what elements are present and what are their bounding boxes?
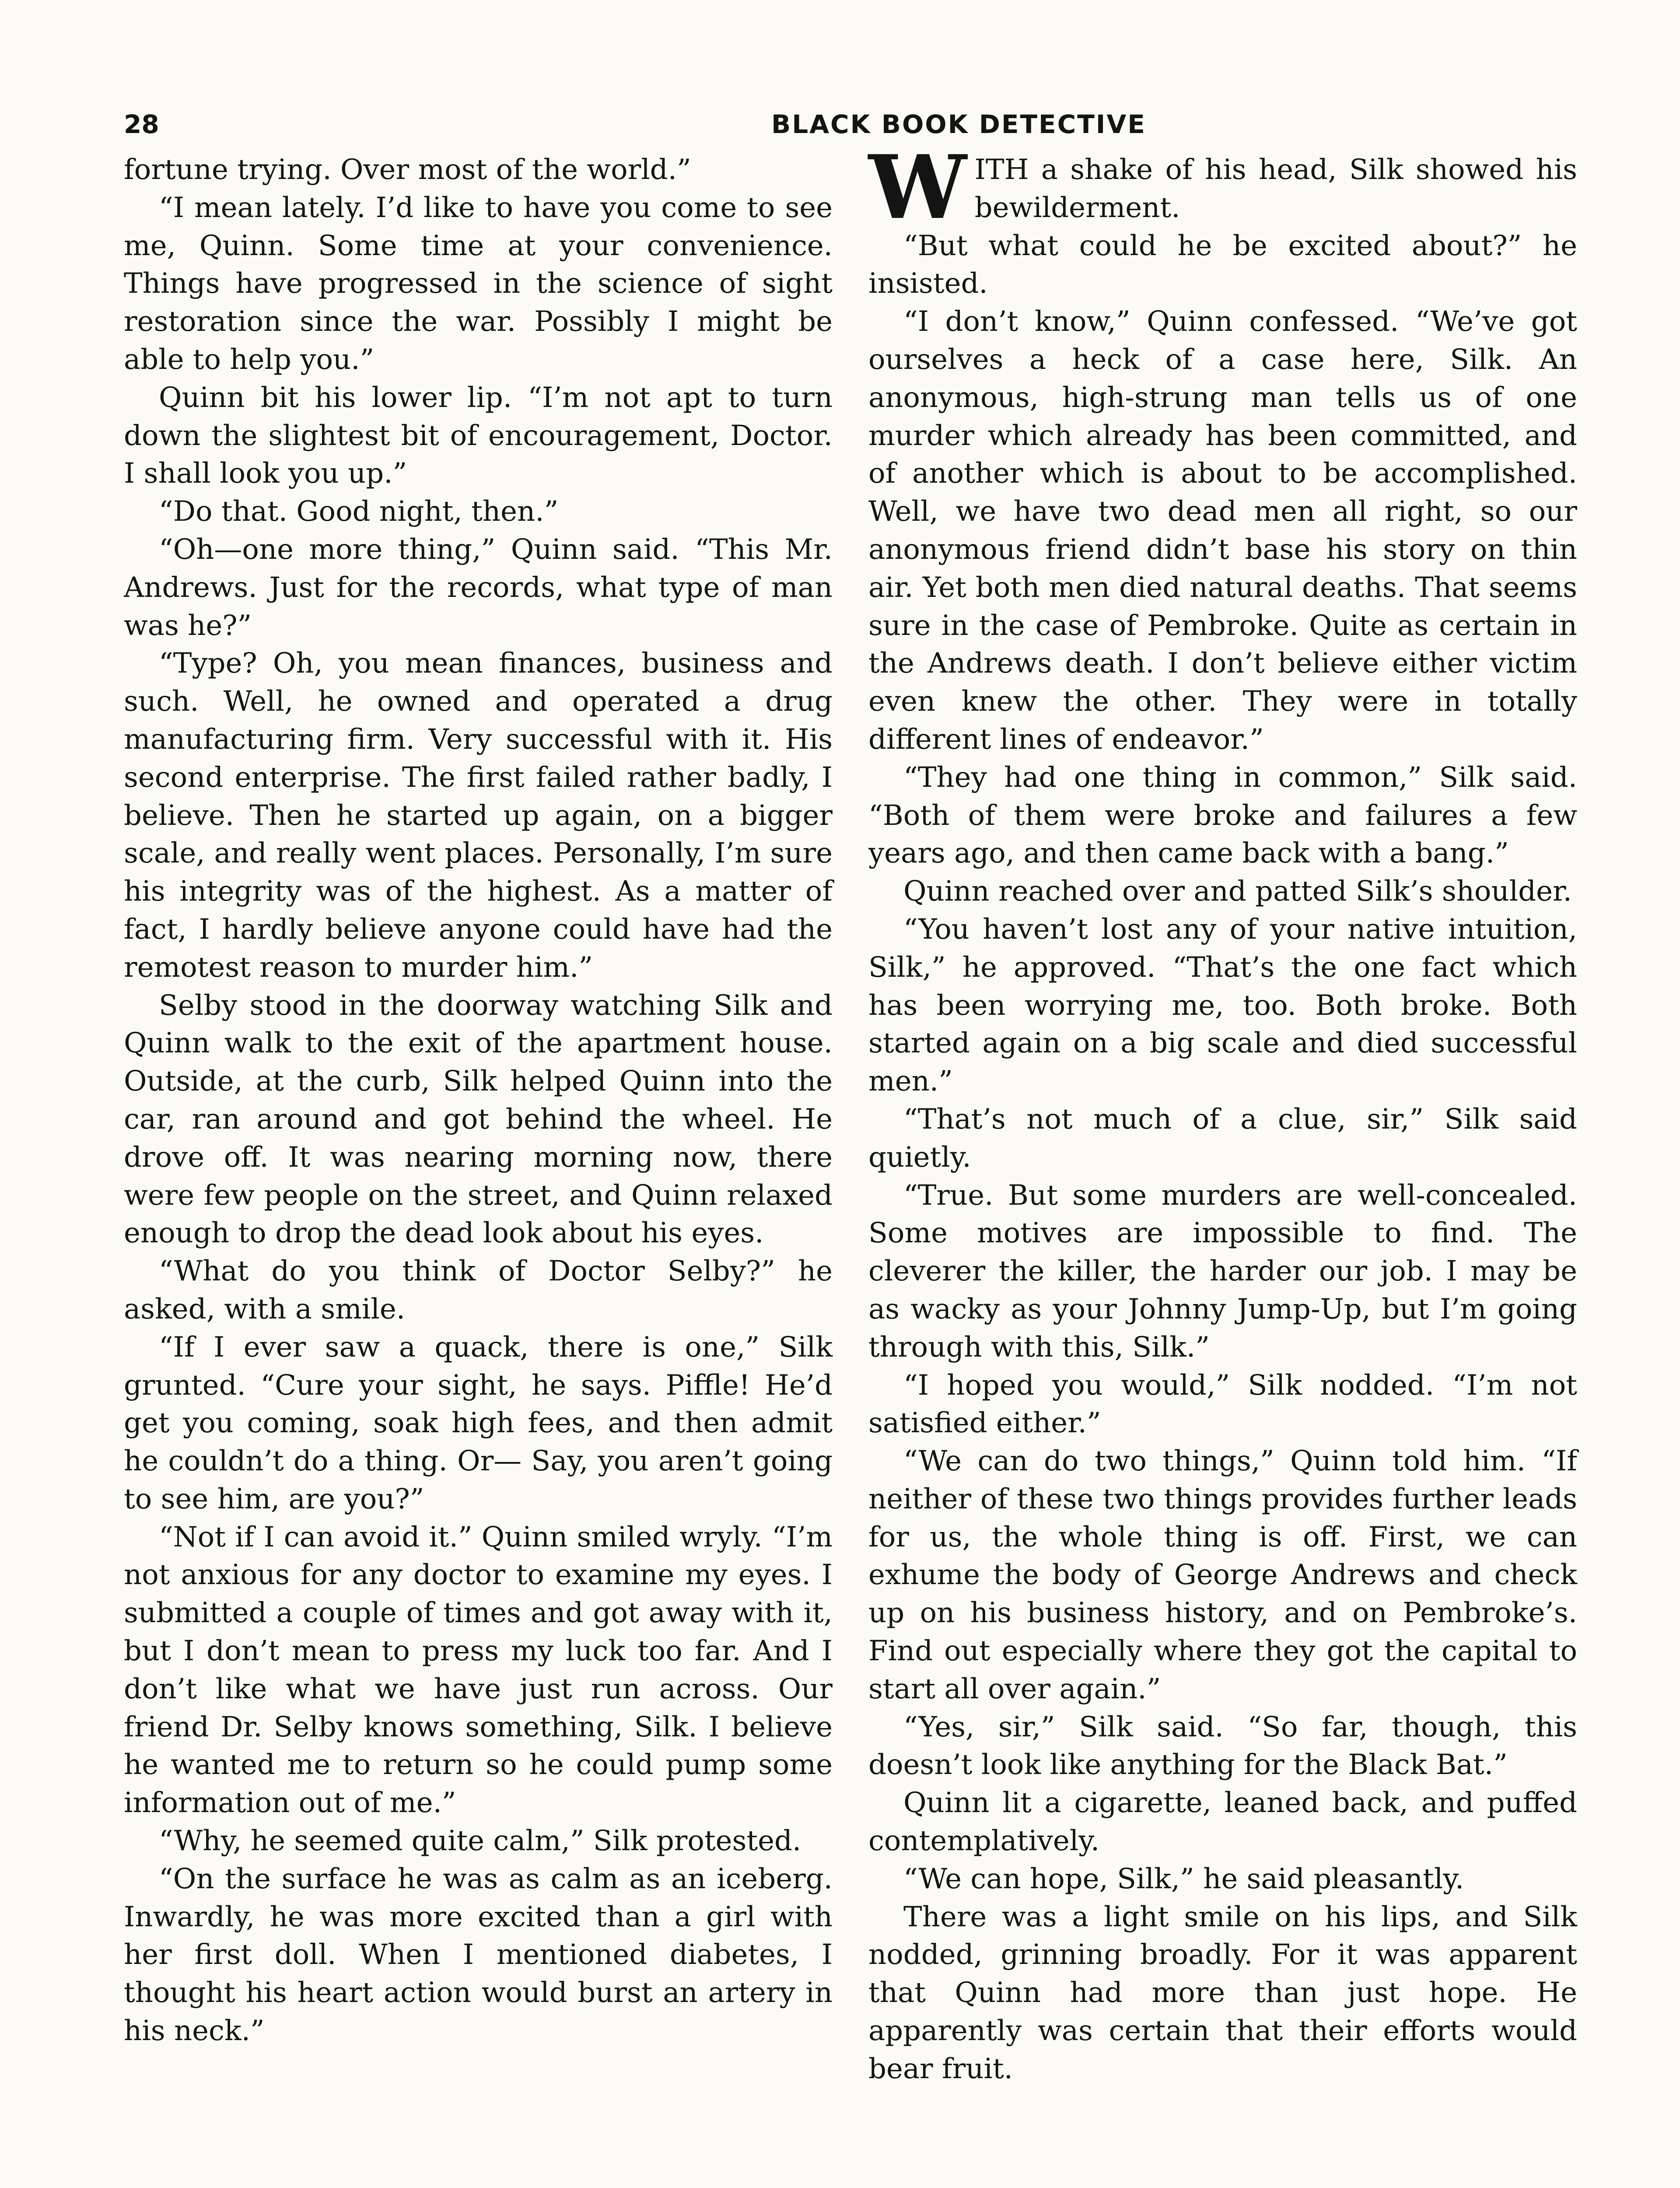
paragraph: “On the surface he was as calm as an iceberg. Inwardly, he was more excited than a girl with her first doll. When I mentioned diabetes, I thought his heart action would burst an artery in his neck.”: [124, 1862, 833, 2048]
drop-cap: W: [868, 136, 967, 239]
paragraph: “Oh—one more thing,” Quinn said. “This Mr. Andrews. Just for the records, what type of man was he?”: [124, 533, 833, 642]
opening-paragraph: [868, 136, 1577, 239]
page-header: [124, 109, 1572, 144]
paragraph: “Why, he seemed quite calm,” Silk protested.: [159, 1825, 802, 1858]
page-number: 28: [124, 109, 159, 139]
running-title: BLACK BOOK DETECTIVE: [771, 109, 1146, 139]
paragraph: “We can do two things,” Quinn told him. “If neither of these two things provides further leads for us, the whole thing is off. First, we can exhume the body of George Andrews and check up on his business history, and on Pembroke’s. Find out especially where they got the capital to start all over again.”: [868, 1445, 1577, 1705]
paragraph: “I don’t know,” Quinn confessed. “We’ve got ourselves a heck of a case here, Silk. An anonymous, high-strung man tells us of one murder which already has been committed, and of another which is about to be accomplished. Well, we have two dead men all right, so our anonymous friend didn’t base his story on thin air. Yet both men died natural deaths. That seems sure in the case of Pembroke. Quite as certain in the Andrews death. I don’t believe either victim even knew the other. They were in totally different lines of endeavor.”: [868, 305, 1577, 756]
paragraph: Quinn reached over and patted Silk’s shoulder.: [903, 875, 1572, 908]
paragraph: “We can hope, Silk,” he said pleasantly.: [903, 1862, 1464, 1895]
paragraph: “But what could he be excited about?” he insisted.: [868, 229, 1577, 300]
paragraph: “I hoped you would,” Silk nodded. “I’m not satisfied either.”: [868, 1369, 1577, 1440]
paragraph: There was a light smile on his lips, and Silk nodded, grinning broadly. For it was apparent that Quinn had more than just hope. He apparently was certain that their efforts would bear fruit.: [868, 1900, 1577, 2085]
right-column: [868, 136, 1577, 2188]
paragraph: “You haven’t lost any of your native intuition, Silk,” he approved. “That’s the one fact which has been worrying me, too. Both broke. Both started again on a big scale and died successful men.”: [868, 913, 1577, 1098]
paragraph: “Do that. Good night, then.”: [159, 495, 559, 528]
paragraph: “Type? Oh, you mean finances, business and such. Well, he owned and operated a drug manufacturing firm. Very successful with it. His second enterprise. The first failed rather badly, I believe. Then he started up again, on a bigger scale, and really went places. Personally, I’m sure his integrity was of the highest. As a matter of fact, I hardly believe anyone could have had the remotest reason to murder him.”: [124, 647, 833, 984]
left-column: [124, 151, 833, 2188]
paragraph: “They had one thing in common,” Silk said. “Both of them were broke and failures a few years ago, and then came back with a bang.”: [868, 761, 1577, 870]
paragraph: “I mean lately. I’d like to have you come to see me, Quinn. Some time at your convenience. Things have progressed in the science of sight restoration since the war. Possibly I might be able to help you.”: [124, 191, 833, 376]
paragraph: Quinn lit a cigarette, leaned back, and puffed contemplatively.: [868, 1787, 1577, 1858]
paragraph: “Yes, sir,” Silk said. “So far, though, this doesn’t look like anything for the Black Bat.”: [868, 1711, 1577, 1781]
opening-text: ITH a shake of his head, Silk showed his bewilderment.: [974, 154, 1577, 224]
paragraph: “If I ever saw a quack, there is one,” Silk grunted. “Cure your sight, he says. Piffle! He’d get you coming, soak high fees, and then admit he couldn’t do a thing. Or— Say, you aren’t going to see him, are you?”: [124, 1331, 833, 1515]
paragraph: fortune trying. Over most of the world.”: [124, 154, 691, 186]
paragraph: Quinn bit his lower lip. “I’m not apt to turn down the slightest bit of encouragement, Doctor. I shall look you up.”: [124, 381, 833, 490]
paragraph: “What do you think of Doctor Selby?” he asked, with a smile.: [124, 1255, 833, 1325]
paragraph: “True. But some murders are well-concealed. Some motives are impossible to find. The cleverer the killer, the harder our job. I may be as wacky as your Johnny Jump-Up, but I’m going through with this, Silk.”: [868, 1179, 1577, 1364]
paragraph: “That’s not much of a clue, sir,” Silk said quietly.: [868, 1103, 1577, 1174]
paragraph: Selby stood in the doorway watching Silk and Quinn walk to the exit of the apartment house. Outside, at the curb, Silk helped Quinn into the car, ran around and got behind the wheel. He drove off. It was nearing morning now, there were few people on the street, and Quinn relaxed enough to drop the dead look about his eyes.: [124, 989, 833, 1250]
paragraph: “Not if I can avoid it.” Quinn smiled wryly. “I’m not anxious for any doctor to examine my eyes. I submitted a couple of times and got away with it, but I don’t mean to press my luck too far. And I don’t like what we have just run across. Our friend Dr. Selby knows something, Silk. I believe he wanted me to return so he could pump some information out of me.”: [124, 1521, 833, 1820]
